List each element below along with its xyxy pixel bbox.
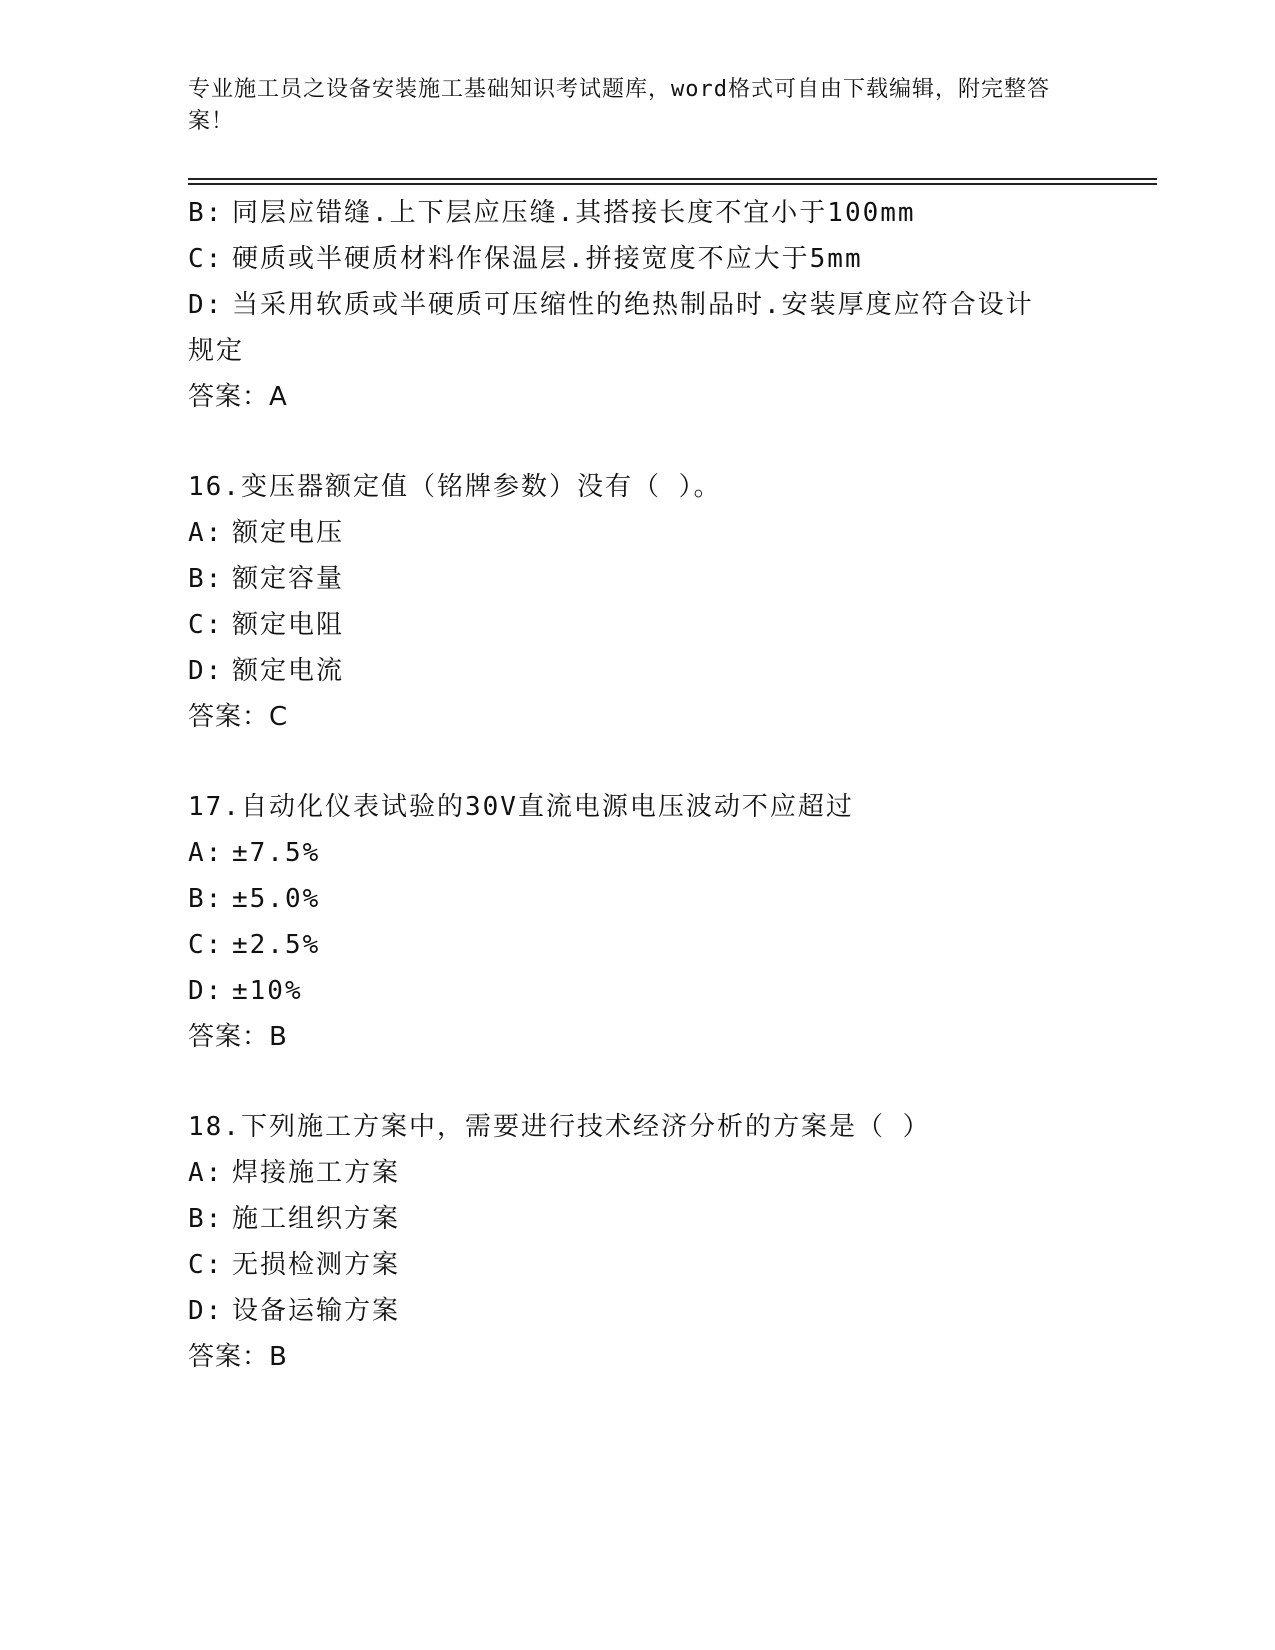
option-line [188,190,1088,236]
option-label: B: [188,1204,224,1234]
header-rule-bottom [188,183,1157,185]
answer-line: 答案：A [188,382,288,412]
option-label: D: [188,1296,224,1326]
option-line [188,556,1088,602]
option-text: 施工组织方案 [232,1204,401,1234]
option-label: B: [188,564,224,594]
option-label: D: [188,976,224,1006]
option-text: 额定电流 [232,656,345,686]
option-label: B: [188,198,224,228]
option-line [188,602,1088,648]
question-continued [188,190,1088,420]
option-label: D: [188,290,224,320]
option-text: ±2.5% [232,930,321,960]
question-18 [188,1104,1088,1380]
option-line [188,1150,1088,1196]
question-17 [188,784,1088,1060]
option-text: 额定电压 [232,518,345,548]
option-text: ±5.0% [232,884,321,914]
option-line [188,510,1088,556]
option-label: A: [188,1158,224,1188]
option-text: 焊接施工方案 [232,1158,401,1188]
option-text: 设备运输方案 [232,1296,401,1326]
question-stem: 18.下列施工方案中，需要进行技术经济分析的方案是（ ） [188,1112,931,1142]
option-line [188,922,1088,968]
option-label: C: [188,610,224,640]
option-line [188,876,1088,922]
option-line [188,282,1058,374]
question-stem: 17.自动化仪表试验的30V直流电源电压波动不应超过 [188,792,854,822]
option-line [188,1242,1088,1288]
option-label: C: [188,930,224,960]
answer-line: 答案：B [188,1022,288,1052]
option-line [188,236,1088,282]
option-label: A: [188,838,224,868]
answer-line: 答案：B [188,1342,288,1372]
question-list [188,190,1088,1380]
question-stem: 16.变压器额定值（铭牌参数）没有（ ）。 [188,472,722,502]
option-line [188,648,1088,694]
option-label: B: [188,884,224,914]
option-line [188,1196,1088,1242]
option-line [188,830,1088,876]
answer-line: 答案：C [188,702,289,732]
option-text: 硬质或半硬质材料作保温层.拼接宽度不应大于5mm [232,244,863,274]
option-text: 无损检测方案 [232,1250,401,1280]
option-line [188,1288,1088,1334]
question-16 [188,464,1088,740]
option-text: ±7.5% [232,838,321,868]
header-rule-top [188,178,1157,180]
option-label: C: [188,244,224,274]
option-label: C: [188,1250,224,1280]
option-text: 额定电阻 [232,610,345,640]
option-text: 额定容量 [232,564,345,594]
document-header: 专业施工员之设备安装施工基础知识考试题库，word格式可自由下载编辑，附完整答案！ [188,77,1050,134]
option-line [188,968,1088,1014]
option-label: A: [188,518,224,548]
option-text: ±10% [232,976,303,1006]
option-label: D: [188,656,224,686]
option-text: 当采用软质或半硬质可压缩性的绝热制品时.安装厚度应符合设计规定 [188,290,1034,366]
option-text: 同层应错缝.上下层应压缝.其搭接长度不宜小于100mm [232,198,916,228]
